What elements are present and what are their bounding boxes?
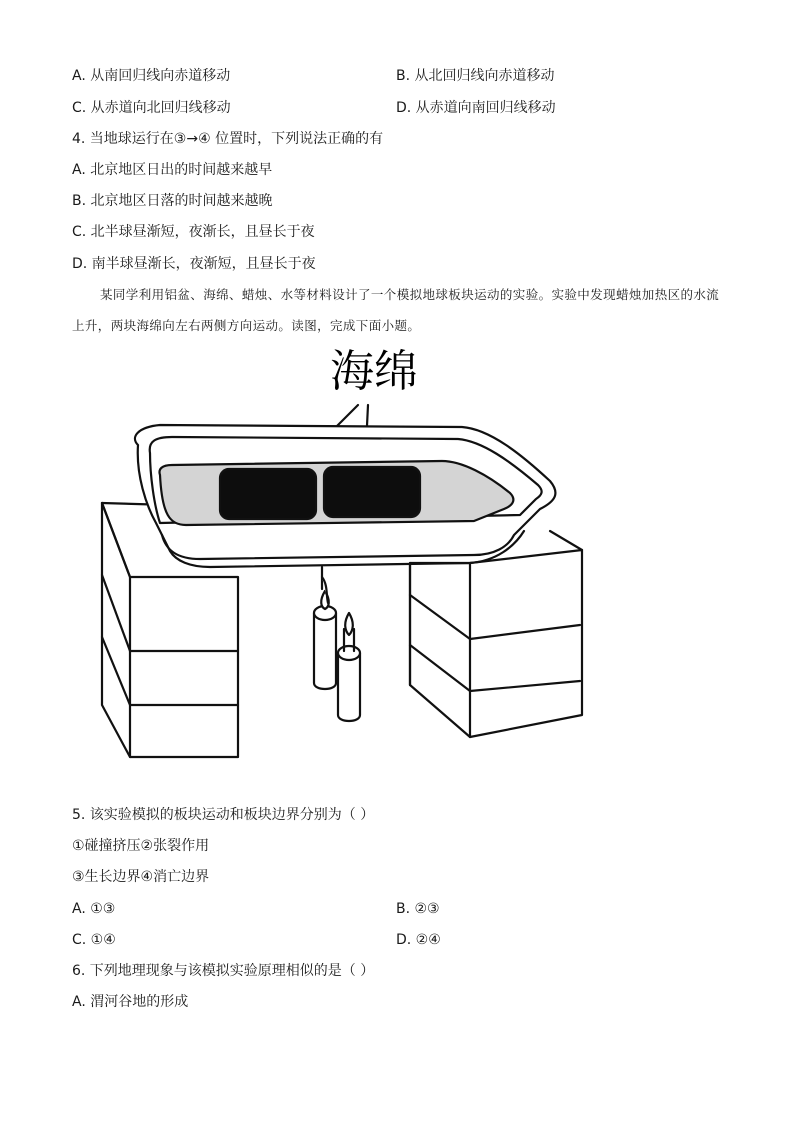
experiment-drawing xyxy=(90,345,600,795)
q5-option-d: D. ②④ xyxy=(396,932,441,948)
q4-stem: 4. 当地球运行在③→④ 位置时，下列说法正确的有 xyxy=(72,131,384,147)
q4-option-d: D. 南半球昼渐长，夜渐短，且昼长于夜 xyxy=(72,256,316,272)
q5-item-2: ③生长边界④消亡边界 xyxy=(72,869,210,885)
sponge-right xyxy=(324,467,420,517)
q3-option-c: C. 从赤道向北回归线移动 xyxy=(72,100,231,116)
q5-stem: 5. 该实验模拟的板块运动和板块边界分别为（ ） xyxy=(72,807,375,823)
q5-option-a: A. ①③ xyxy=(72,901,116,917)
q3-option-b: B. 从北回归线向赤道移动 xyxy=(396,68,555,84)
q6-stem: 6. 下列地理现象与该模拟实验原理相似的是（ ） xyxy=(72,963,375,979)
sponge-label: 海绵 xyxy=(330,346,418,397)
q4-option-c: C. 北半球昼渐短，夜渐长，且昼长于夜 xyxy=(72,224,315,240)
q3-option-a: A. 从南回归线向赤道移动 xyxy=(72,68,231,84)
q5-item-1: ①碰撞挤压②张裂作用 xyxy=(72,838,210,854)
q4-option-b: B. 北京地区日落的时间越来越晚 xyxy=(72,193,273,209)
q4-option-a: A. 北京地区日出的时间越来越早 xyxy=(72,162,273,178)
sponge-left xyxy=(220,469,316,519)
q6-option-a: A. 渭河谷地的形成 xyxy=(72,994,189,1010)
q5-option-b: B. ②③ xyxy=(396,901,440,917)
candle-left xyxy=(314,577,336,689)
experiment-figure xyxy=(90,345,600,795)
right-brick-stack xyxy=(410,531,582,737)
q3-option-d: D. 从赤道向南回归线移动 xyxy=(396,100,556,116)
candle-right xyxy=(338,613,360,721)
q5-option-c: C. ①④ xyxy=(72,932,116,948)
material-paragraph: 某同学利用铝盆、海绵、蜡烛、水等材料设计了一个模拟地球板块运动的实验。实验中发现蜡烛加热区的水流上升，两块海绵向左右两侧方向运动。读图，完成下面小题。 xyxy=(72,287,720,333)
